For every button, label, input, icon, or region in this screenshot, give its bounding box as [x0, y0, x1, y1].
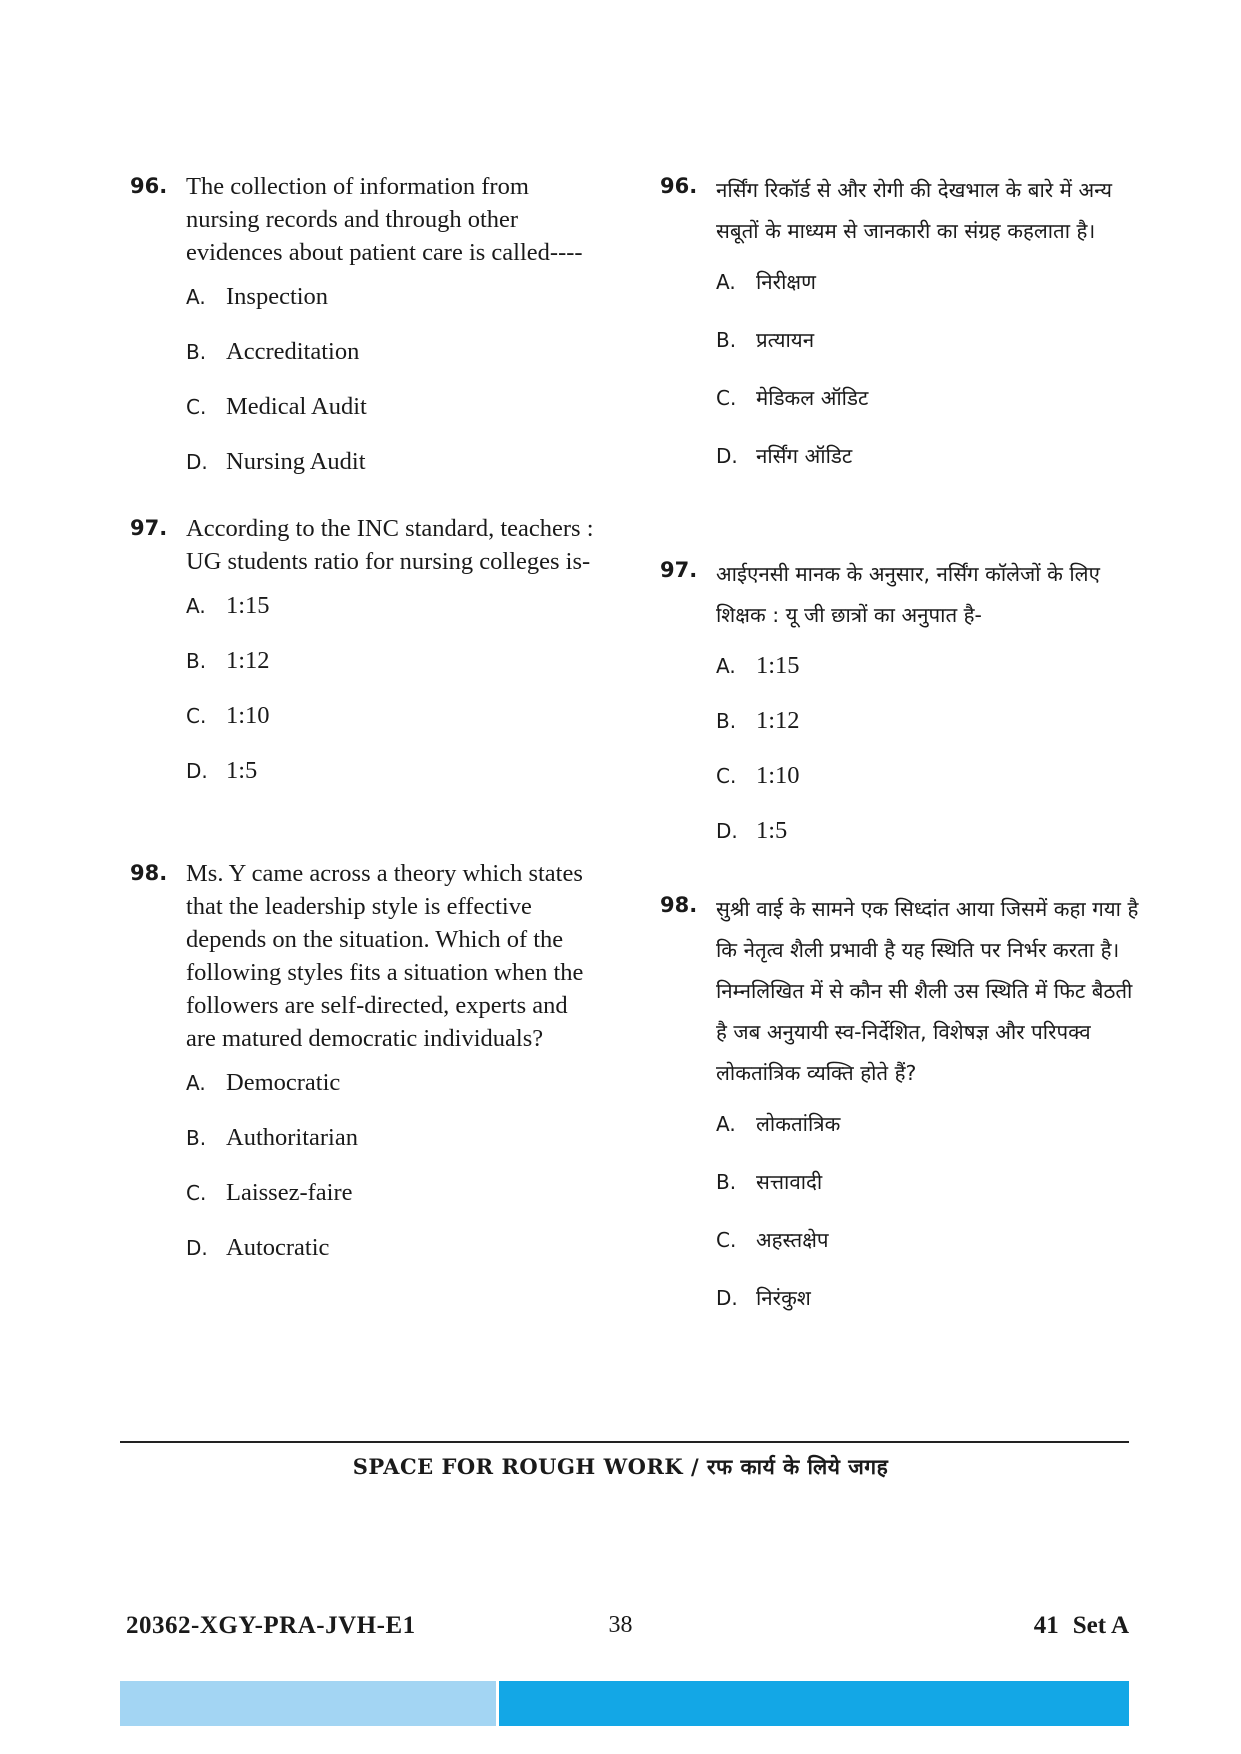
option-text: सत्तावादी — [756, 1170, 823, 1194]
options-list — [716, 268, 1140, 500]
question-number: 96. — [660, 174, 698, 198]
question-97-english — [130, 512, 600, 857]
option-a — [716, 652, 1140, 707]
english-column — [130, 170, 600, 1289]
option-label: D. — [186, 1236, 208, 1260]
options-list — [716, 652, 1140, 872]
option-label: C. — [716, 1228, 737, 1252]
question-number: 96. — [130, 174, 168, 198]
option-c — [186, 1179, 600, 1234]
option-label: B. — [186, 340, 207, 364]
option-b — [716, 326, 1140, 384]
question-number: 97. — [130, 516, 168, 540]
option-label: A. — [716, 270, 736, 294]
option-b — [186, 338, 600, 393]
option-text: निरंकुश — [756, 1286, 811, 1310]
option-text: निरीक्षण — [756, 270, 816, 294]
option-d — [186, 1234, 600, 1289]
option-a — [716, 1110, 1140, 1168]
options-list — [186, 283, 600, 503]
question-text: According to the INC standard, teachers : UG students ratio for nursing colleges is- — [186, 515, 594, 575]
option-label: D. — [186, 759, 208, 783]
option-d — [716, 817, 1140, 872]
option-text: 1:5 — [226, 757, 258, 784]
option-c — [716, 762, 1140, 817]
question-text: आईएनसी मानक के अनुसार, नर्सिंग कॉलेजों के लिए शिक्षक : यू जी छात्रों का अनुपात है- — [716, 562, 1100, 627]
option-text: Authoritarian — [226, 1124, 358, 1151]
option-label: C. — [186, 395, 207, 419]
option-c — [186, 393, 600, 448]
option-text: Autocratic — [226, 1234, 330, 1261]
option-text: Inspection — [226, 283, 329, 310]
question-97-hindi — [660, 554, 1140, 889]
option-text: 1:5 — [756, 817, 788, 844]
option-a — [186, 592, 600, 647]
option-label: D. — [716, 819, 738, 843]
question-number: 98. — [660, 893, 698, 917]
option-text: 1:15 — [756, 652, 800, 679]
option-text: Accreditation — [226, 338, 360, 365]
option-label: D. — [716, 1286, 738, 1310]
option-d — [716, 1284, 1140, 1342]
option-text: Nursing Audit — [226, 448, 366, 475]
question-98-hindi — [660, 889, 1140, 1342]
option-text: Medical Audit — [226, 393, 367, 420]
option-text: नर्सिंग ऑडिट — [756, 444, 853, 468]
option-text: लोकतांत्रिक — [756, 1112, 841, 1136]
option-text: 1:10 — [226, 702, 270, 729]
question-text: सुश्री वाई के सामने एक सिध्दांत आया जिसमें कहा गया है कि नेतृत्व शैली प्रभावी है यह स्थिति पर निर्भर करता है। निम्नलिखित में से कौन सी शैली उस स्थिति में फिट बैठती है जब अनुयायी स्व-निर्देशित, विशेषज्ञ और परिपक्व लोकतांत्रिक व्यक्ति होते हैं? — [716, 897, 1139, 1085]
set-info — [1034, 1612, 1129, 1640]
footer-bar-light — [120, 1681, 496, 1726]
option-label: B. — [716, 1170, 737, 1194]
option-label: B. — [716, 709, 737, 733]
options-list — [186, 1069, 600, 1289]
option-a — [716, 268, 1140, 326]
option-a — [186, 283, 600, 338]
option-a — [186, 1069, 600, 1124]
option-text: Democratic — [226, 1069, 341, 1096]
question-number: 97. — [660, 558, 698, 582]
question-text: नर्सिंग रिकॉर्ड से और रोगी की देखभाल के बारे में अन्य सबूतों के माध्यम से जानकारी का संग्रह कहलाता है। — [716, 178, 1113, 243]
divider-line — [120, 1441, 1129, 1443]
option-c — [186, 702, 600, 757]
total-pages: 41 — [1033, 1612, 1059, 1639]
option-b — [186, 647, 600, 702]
option-label: C. — [186, 704, 207, 728]
option-label: C. — [186, 1181, 207, 1205]
option-c — [716, 1226, 1140, 1284]
option-label: D. — [716, 444, 738, 468]
options-list — [186, 592, 600, 812]
set-label: Set A — [1072, 1612, 1129, 1639]
option-c — [716, 384, 1140, 442]
option-text: मेडिकल ऑडिट — [756, 386, 869, 410]
option-label: B. — [716, 328, 737, 352]
question-96-english — [130, 170, 600, 512]
options-list — [716, 1110, 1140, 1342]
option-label: B. — [186, 649, 207, 673]
option-label: C. — [716, 764, 737, 788]
paper-code: 20362-XGY-PRA-JVH-E1 — [126, 1612, 416, 1639]
page-number: 38 — [608, 1612, 633, 1638]
option-text: 1:12 — [226, 647, 270, 674]
option-text: 1:12 — [756, 707, 800, 734]
option-label: D. — [186, 450, 208, 474]
option-text: Laissez-faire — [226, 1179, 353, 1206]
footer-bar-dark — [499, 1681, 1129, 1726]
option-text: प्रत्यायन — [756, 328, 815, 352]
option-label: A. — [716, 1112, 736, 1136]
option-label: A. — [716, 654, 736, 678]
question-number: 98. — [130, 861, 168, 885]
option-text: 1:10 — [756, 762, 800, 789]
option-d — [716, 442, 1140, 500]
option-b — [716, 1168, 1140, 1226]
option-label: B. — [186, 1126, 207, 1150]
option-text: 1:15 — [226, 592, 270, 619]
rough-work-heading: SPACE FOR ROUGH WORK / रफ कार्य के लिये जगह — [352, 1454, 889, 1479]
option-b — [716, 707, 1140, 762]
option-label: C. — [716, 386, 737, 410]
option-b — [186, 1124, 600, 1179]
option-label: A. — [186, 285, 206, 309]
option-d — [186, 448, 600, 503]
question-text: Ms. Y came across a theory which states that the leadership style is effective depends on the situation. Which of the following styles fits a situation when the followers are self-directed, experts and are matured democratic individuals? — [186, 860, 584, 1052]
hindi-column — [660, 170, 1140, 1342]
question-text: The collection of information from nursing records and through other evidences about patient care is called---- — [186, 173, 583, 266]
option-d — [186, 757, 600, 812]
option-text: अहस्तक्षेप — [756, 1228, 829, 1252]
option-label: A. — [186, 1071, 206, 1095]
question-96-hindi — [660, 170, 1140, 554]
question-98-english — [130, 857, 600, 1289]
option-label: A. — [186, 594, 206, 618]
